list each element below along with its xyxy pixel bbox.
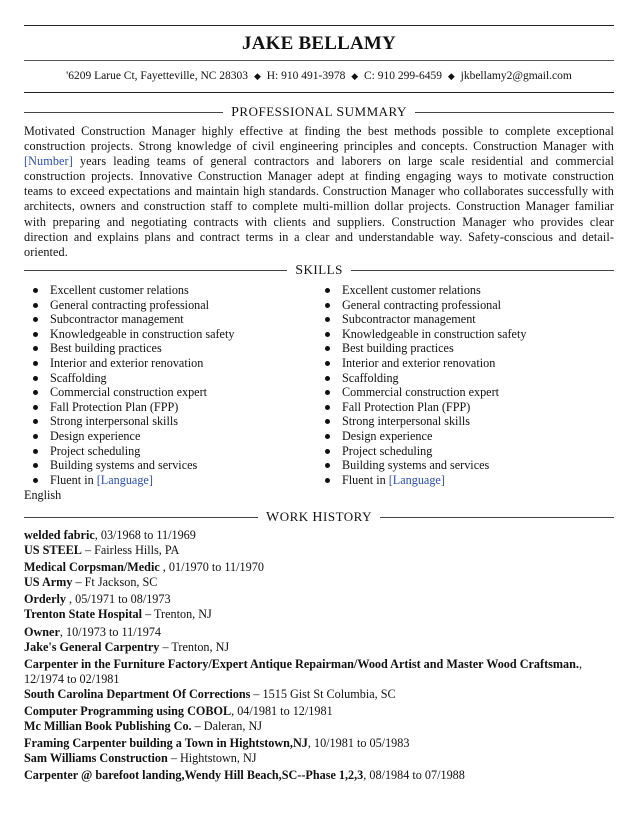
skills-list-left — [24, 283, 234, 487]
language-placeholder: [Language] — [96, 472, 153, 487]
job-entry — [24, 528, 614, 558]
job-dates: , 10/1973 to 11/1974 — [59, 624, 162, 639]
job-dates: , 01/1970 to 11/1970 — [162, 560, 264, 575]
skill-item: Excellent customer relations — [24, 283, 234, 298]
job-dates: , 08/1984 to 07/1988 — [363, 768, 465, 783]
summary-title: PROFESSIONAL SUMMARY — [231, 103, 407, 120]
skill-item: Fall Protection Plan (FPP) — [24, 400, 234, 415]
heading-rule-left — [24, 112, 223, 113]
job-dates: , 05/1971 to 08/1973 — [69, 592, 171, 607]
skill-item: Interior and exterior renovation — [24, 356, 234, 371]
job-title: Carpenter @ barefoot landing,Wendy Hill Beach,SC--Phase 1,2,3 — [24, 768, 364, 783]
candidate-name: JAKE BELLAMY — [242, 33, 396, 54]
diamond-separator-icon: ◆ — [351, 71, 359, 81]
job-location: – Trenton, NJ — [159, 639, 230, 654]
skills-trailing-text: English — [24, 488, 62, 502]
job-employer: Jake's General Carpentry — [24, 639, 160, 654]
address: '6209 Larue Ct, Fayetteville, NC 28303 — [66, 70, 249, 82]
job-dates: , 10/1981 to 05/1983 — [307, 736, 410, 751]
skill-item: Subcontractor management — [24, 312, 234, 327]
job-title: welded fabric — [24, 528, 95, 542]
skill-item: Design experience — [24, 429, 234, 444]
summary-heading — [24, 104, 614, 120]
skill-item: Building systems and services — [316, 458, 526, 473]
job-title: Framing Carpenter building a Town in Hightstown,NJ — [24, 736, 308, 751]
job-employer: US Army — [24, 575, 73, 590]
job-dates: , 12/1974 to 02/1981 — [24, 656, 583, 686]
heading-rule-right — [351, 270, 614, 271]
skill-item: Project scheduling — [316, 444, 526, 459]
top-rule — [24, 25, 614, 26]
skill-item: Strong interpersonal skills — [24, 414, 234, 429]
diamond-separator-icon: ◆ — [253, 71, 261, 81]
job-entry — [24, 592, 614, 622]
skill-item: Scaffolding — [316, 371, 526, 386]
name-rule — [24, 60, 614, 61]
home-phone: H: 910 491-3978 — [266, 70, 346, 82]
job-employer: Mc Millian Book Publishing Co. — [24, 719, 192, 734]
skill-item: Scaffolding — [24, 371, 234, 386]
job-location: – Fairless Hills, PA — [81, 543, 180, 558]
number-placeholder: [Number] — [24, 154, 73, 169]
skill-item: Best building practices — [316, 341, 526, 356]
skill-item: Fall Protection Plan (FPP) — [316, 400, 526, 415]
skill-item-language: Fluent in [Language] — [316, 473, 526, 488]
skill-item: Design experience — [316, 429, 526, 444]
job-dates: , 04/1981 to 12/1981 — [231, 704, 333, 719]
job-title: Carpenter in the Furniture Factory/Expert Antique Repairman/Wood Artist and Master Wood Craftsman. — [24, 656, 579, 671]
contact-line — [24, 70, 614, 82]
skill-item: General contracting professional — [24, 298, 234, 313]
job-title: Computer Programming using COBOL — [24, 704, 232, 719]
job-employer: Trenton State Hospital — [24, 607, 143, 622]
skill-item: Best building practices — [24, 341, 234, 356]
work-heading — [24, 509, 614, 525]
summary-text: Motivated Construction Manager highly effective at finding the best methods possible to complete exceptional construction projects. Strong knowledge of civil engineering principles and concepts. Construction Manager with [Number] years leading teams of general contractors and laborers on large scale residential and commercial construction projects. Innovative Construction Manager adept at finding engaging ways to motivate construction teams to exceed expectations and maintain high standards. Construction Manager who collaborates successfully with architects, owners and construction staff to complete multi-million dollar projects. Construction Manager familiar with preparing and negotiating contracts with clients and suppliers. Construction Manager who provides clear direction and explains plans and contract terms in a clear and understandable way. Safety-conscious and detail-oriented. — [24, 124, 614, 259]
skill-item: Subcontractor management — [316, 312, 526, 327]
job-location: – Hightstown, NJ — [167, 751, 257, 766]
heading-rule-left — [24, 270, 287, 271]
job-entry — [24, 657, 614, 702]
job-location: – 1515 Gist St Columbia, SC — [250, 686, 396, 701]
skills-title: SKILLS — [295, 261, 343, 278]
job-entry — [24, 768, 614, 783]
job-location: – Trenton, NJ — [142, 607, 212, 622]
email: jkbellamy2@gmail.com — [460, 70, 572, 82]
work-title: WORK HISTORY — [265, 508, 373, 525]
job-entry — [24, 560, 614, 590]
diamond-separator-icon: ◆ — [447, 71, 455, 81]
job-employer: South Carolina Department Of Corrections — [24, 686, 251, 701]
skill-item: General contracting professional — [316, 298, 526, 313]
job-dates: , 03/1968 to 11/1969 — [94, 528, 196, 542]
job-entry — [24, 704, 614, 734]
skill-item: Commercial construction expert — [316, 385, 526, 400]
skills-list-right — [316, 283, 526, 487]
skill-item: Building systems and services — [24, 458, 234, 473]
work-history-list — [24, 528, 614, 786]
heading-rule-left — [24, 517, 258, 518]
job-title: Medical Corpsman/Medic — [24, 560, 163, 575]
job-entry — [24, 736, 614, 766]
skill-item-language: Fluent in [Language] — [24, 473, 234, 488]
cell-phone: C: 910 299-6459 — [364, 70, 442, 82]
skill-item: Knowledgeable in construction safety — [24, 327, 234, 342]
contact-rule — [24, 92, 614, 93]
job-employer: US STEEL — [24, 543, 82, 558]
job-title: Orderly — [24, 592, 70, 607]
job-title: Owner — [24, 624, 60, 639]
job-location: – Ft Jackson, SC — [72, 575, 158, 590]
job-location: – Daleran, NJ — [191, 719, 263, 734]
heading-rule-right — [380, 517, 614, 518]
job-employer: Sam Williams Construction — [24, 751, 168, 766]
language-placeholder: [Language] — [388, 472, 445, 487]
job-entry — [24, 625, 614, 655]
skill-item: Strong interpersonal skills — [316, 414, 526, 429]
skills-heading — [24, 262, 614, 278]
skill-item: Project scheduling — [24, 444, 234, 459]
skill-item: Interior and exterior renovation — [316, 356, 526, 371]
skill-item: Excellent customer relations — [316, 283, 526, 298]
skill-item: Commercial construction expert — [24, 385, 234, 400]
skill-item: Knowledgeable in construction safety — [316, 327, 526, 342]
heading-rule-right — [415, 112, 614, 113]
